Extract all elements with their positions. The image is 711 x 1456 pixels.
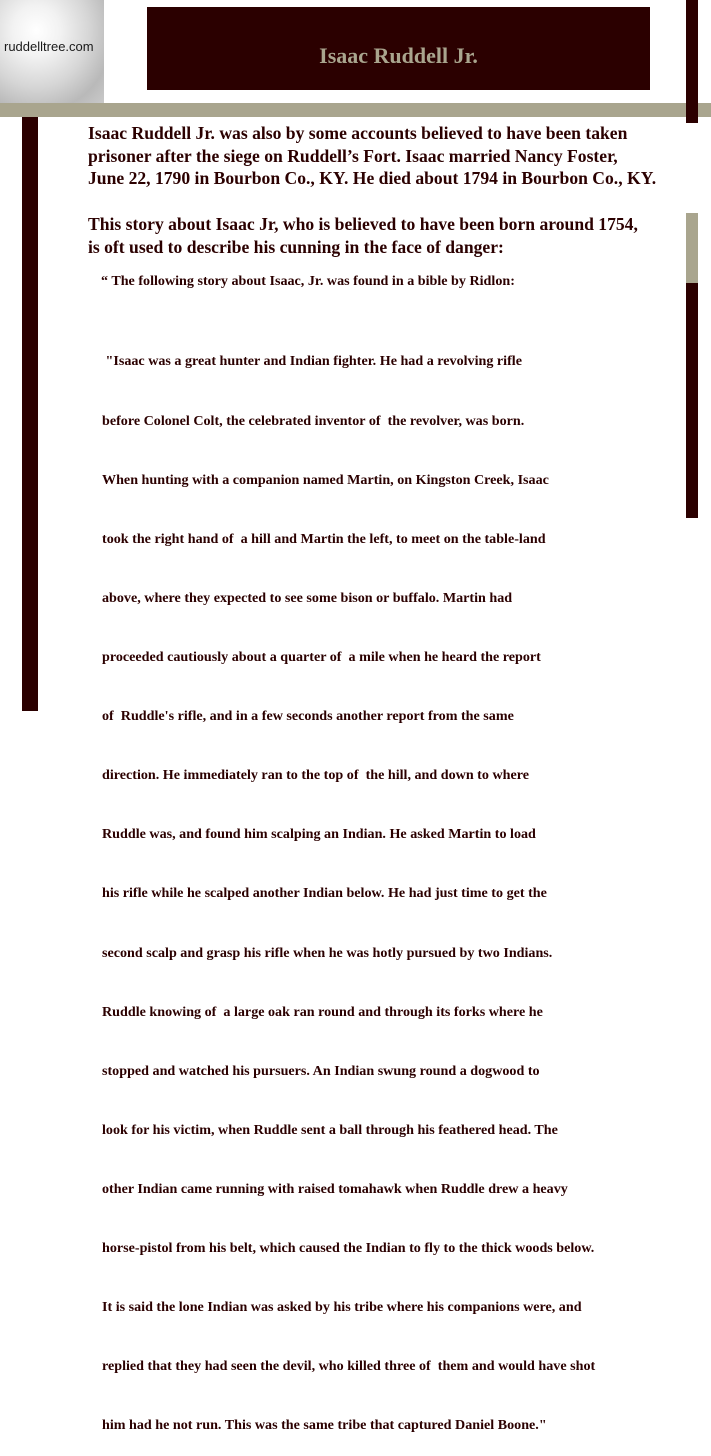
- quote-body: [102, 313, 595, 1456]
- quote-line: Ruddle knowing of a large oak ran round and through its forks where he: [102, 1003, 543, 1020]
- quote-line: took the right hand of a hill and Martin the left, to meet on the table-land: [102, 530, 546, 547]
- intro-line: Isaac Ruddell Jr. was also by some accounts believed to have been taken: [88, 123, 628, 143]
- title-banner: [147, 7, 650, 90]
- quote-lead: “ The following story about Isaac, Jr. was found in a bible by Ridlon:: [101, 273, 515, 289]
- story-intro-line: This story about Isaac Jr, who is believed to have been born around 1754,: [88, 214, 638, 234]
- intro-paragraph: [88, 122, 656, 190]
- intro-line: June 22, 1790 in Bourbon Co., KY. He died about 1794 in Bourbon Co., KY.: [88, 168, 657, 188]
- logo-panel: [0, 0, 104, 103]
- quote-line: When hunting with a companion named Martin, on Kingston Creek, Isaac: [102, 471, 549, 488]
- quote-line: Ruddle was, and found him scalping an Indian. He asked Martin to load: [102, 826, 536, 843]
- quote-line: horse-pistol from his belt, which caused the Indian to fly to the thick woods below.: [102, 1240, 595, 1257]
- site-logo-text: ruddelltree.com: [4, 39, 94, 54]
- right-accent-bar-middle: [686, 283, 698, 518]
- quote-line: of Ruddle's rifle, and in a few seconds another report from the same: [102, 708, 514, 725]
- quote-line: before Colonel Colt, the celebrated inventor of the revolver, was born.: [102, 412, 525, 429]
- quote-line: look for his victim, when Ruddle sent a ball through his feathered head. The: [102, 1121, 558, 1138]
- left-accent-bar: [22, 117, 38, 711]
- quote-line: him had he not run. This was the same tribe that captured Daniel Boone.": [102, 1417, 547, 1434]
- right-accent-bar-top: [686, 0, 698, 123]
- quote-line: direction. He immediately ran to the top of the hill, and down to where: [102, 767, 529, 784]
- story-intro-paragraph: [88, 213, 638, 258]
- right-accent-bar-tan: [686, 213, 698, 283]
- quote-line: above, where they expected to see some bison or buffalo. Martin had: [102, 589, 513, 606]
- quote-line: second scalp and grasp his rifle when he was hotly pursued by two Indians.: [102, 944, 553, 961]
- quote-line: his rifle while he scalped another Indian below. He had just time to get the: [102, 885, 547, 902]
- quote-line: It is said the lone Indian was asked by his tribe where his companions were, and: [102, 1299, 582, 1316]
- quote-line: replied that they had seen the devil, who killed three of them and would have shot: [102, 1358, 596, 1375]
- quote-line: proceeded cautiously about a quarter of a mile when he heard the report: [102, 648, 541, 665]
- quote-line: stopped and watched his pursuers. An Indian swung round a dogwood to: [102, 1062, 540, 1079]
- page-title: Isaac Ruddell Jr.: [319, 43, 478, 68]
- intro-line: prisoner after the siege on Ruddell’s Fort. Isaac married Nancy Foster,: [88, 145, 618, 166]
- quote-line: "Isaac was a great hunter and Indian fighter. He had a revolving rifle: [102, 353, 522, 370]
- quote-line: other Indian came running with raised tomahawk when Ruddle drew a heavy: [102, 1180, 568, 1197]
- story-intro-line: is oft used to describe his cunning in the face of danger:: [88, 236, 504, 257]
- header-divider-bar: [0, 103, 711, 117]
